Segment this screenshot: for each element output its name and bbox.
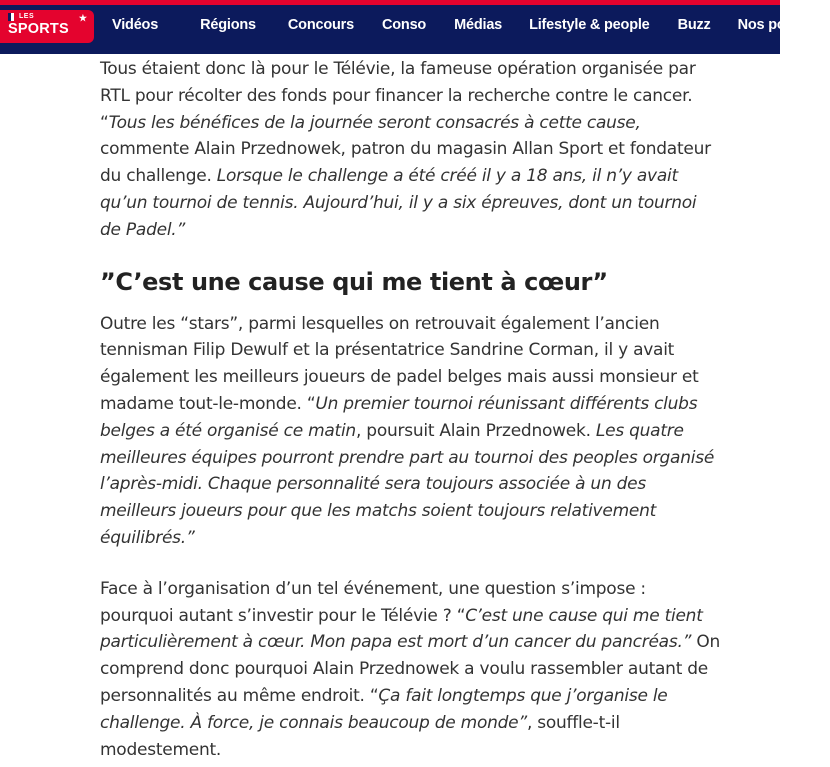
paragraph-text: commente Alain Przednowek, patron du magasin Allan Sport et fondateur du challenge. [100,139,711,187]
logo-main-text: SPORTS [8,21,69,37]
logo-star-icon: ★ [78,13,87,23]
paragraph-text: , souffle-t-il modestement. [100,712,620,760]
nav-item-nos-podcasts[interactable]: Nos podcasts [737,17,830,33]
nav-item-concours[interactable]: Concours [287,17,354,33]
quote-text: Un premier tournoi réunissant différents clubs belges a été organisé ce matin [100,393,698,441]
quote-text: Ça fait longtemps que j’organise le challenge. À force, je connais beaucoup de monde” [100,685,668,733]
nav-item-lifestyle-people[interactable]: Lifestyle & people [529,17,650,33]
paragraph-text: Face à l’organisation d’un tel événement, une question s’impose : pourquoi autant s’investir pour le Télévie ? “ [100,578,646,626]
paragraph-text: Tous étaient donc là pour le Télévie, la fameuse opération organisée par RTL pour récolter des fonds pour financer la recherche contre le cancer. “ [100,59,696,133]
nav-item-regions[interactable]: Régions [200,17,256,33]
article-subheading: ”C’est une cause qui me tient à cœur” [100,267,608,296]
paragraph-text: On comprend donc pourquoi Alain Przednowek a voulu rassembler autant de personnalités au même endroit. “ [100,632,720,706]
logo-small-text: LES [19,13,35,20]
les-sports-logo[interactable] [0,10,94,43]
article-body [100,56,720,763]
nav-item-buzz[interactable]: Buzz [677,17,711,33]
article-paragraph [100,56,720,244]
quote-text: Les quatre meilleures équipes pourront prendre part au tournoi des peoples organisé l’après-midi. Chaque personnalité sera toujours associée à un des meilleurs joueurs pour que les matchs soient toujours relativement équilibrés.” [100,420,715,548]
nav-menu [112,17,830,33]
quote-text: Lorsque le challenge a été créé il y a 18 ans, il n’y avait qu’un tournoi de tennis. Aujourd’hui, il y a six épreuves, dont un tournoi de Padel.” [100,166,697,240]
paragraph-text: , poursuit Alain Przednowek. [355,420,596,441]
quote-text: Tous les bénéfices de la journée seront consacrés à cette cause, [108,112,641,133]
quote-text: C’est une cause qui me tient particulièrement à cœur. Mon papa est mort d’un cancer du pancréas.” [100,605,703,653]
top-navigation-bar [0,0,830,54]
article-paragraph [100,576,720,764]
nav-item-medias[interactable]: Médias [454,17,503,33]
nav-item-conso[interactable]: Conso [381,17,427,33]
nav-item-videos[interactable]: Vidéos [112,17,159,33]
paragraph-text: Outre les “stars”, parmi lesquelles on retrouvait également l’ancien tennisman Filip Dewulf et la présentatrice Sandrine Corman, il y avait également les meilleurs joueurs de padel belges mais aussi monsieur et madame tout-le-monde. “ [100,313,699,414]
logo-mark-icon [8,13,14,21]
article-paragraph [100,311,720,552]
